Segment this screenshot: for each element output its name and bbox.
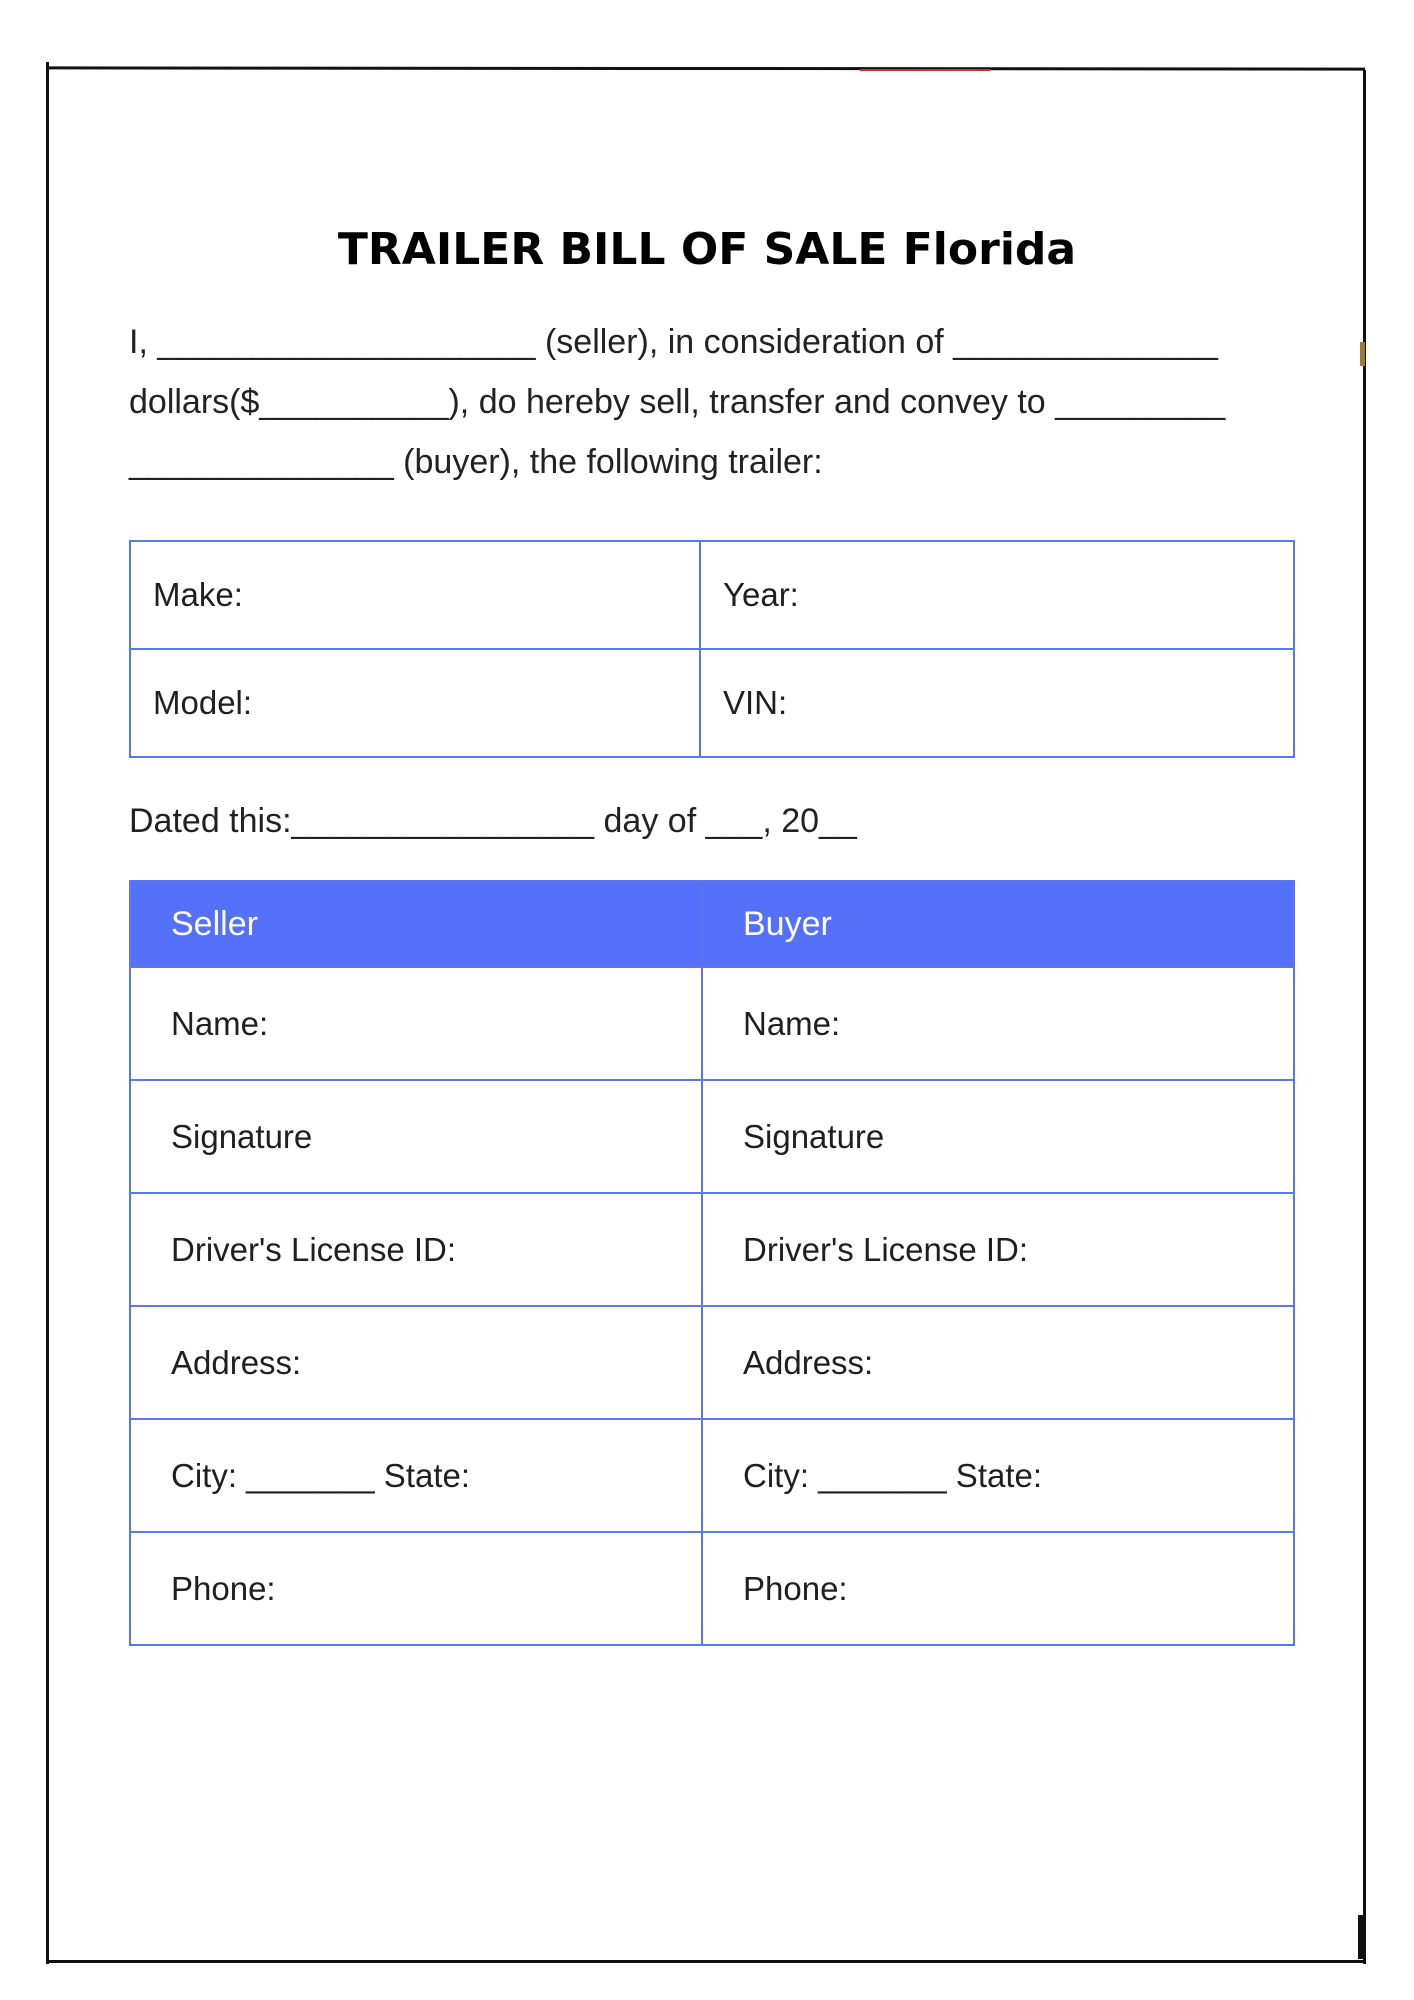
buyer-city-state-field[interactable]: City: _______ State:	[702, 1419, 1294, 1532]
page-border-bottom	[47, 1960, 1365, 1963]
seller-phone-field[interactable]: Phone:	[130, 1532, 702, 1645]
make-field[interactable]: Make:	[130, 541, 700, 649]
table-row	[130, 967, 1294, 1080]
table-row	[130, 649, 1294, 757]
buyer-license-field[interactable]: Driver's License ID:	[702, 1193, 1294, 1306]
year-field[interactable]: Year:	[700, 541, 1294, 649]
table-row	[130, 1193, 1294, 1306]
buyer-signature-field[interactable]: Signature	[702, 1080, 1294, 1193]
intro-line-2: dollars($__________), do hereby sell, transfer and convey to _________	[129, 383, 1226, 421]
table-row	[130, 541, 1294, 649]
intro-line-1: I, ____________________ (seller), in consideration of ______________	[129, 323, 1218, 361]
header-row	[130, 881, 1294, 967]
seller-header: Seller	[130, 881, 702, 967]
vehicle-details-table	[129, 540, 1295, 758]
border-mark-red	[860, 69, 990, 71]
table-row	[130, 1306, 1294, 1419]
buyer-name-field[interactable]: Name:	[702, 967, 1294, 1080]
seller-name-field[interactable]: Name:	[130, 967, 702, 1080]
buyer-address-field[interactable]: Address:	[702, 1306, 1294, 1419]
border-mark-brown	[1360, 342, 1365, 366]
page-border-top	[47, 66, 1365, 70]
seller-license-field[interactable]: Driver's License ID:	[130, 1193, 702, 1306]
table-row	[130, 1419, 1294, 1532]
dated-line: Dated this:________________ day of ___, 20__	[129, 802, 857, 840]
intro-line-3: ______________ (buyer), the following trailer:	[129, 443, 823, 481]
seller-signature-field[interactable]: Signature	[130, 1080, 702, 1193]
vin-field[interactable]: VIN:	[700, 649, 1294, 757]
seller-city-state-field[interactable]: City: _______ State:	[130, 1419, 702, 1532]
buyer-phone-field[interactable]: Phone:	[702, 1532, 1294, 1645]
model-field[interactable]: Model:	[130, 649, 700, 757]
page-border-left	[46, 62, 49, 1964]
table-row	[130, 1532, 1294, 1645]
buyer-header: Buyer	[702, 881, 1294, 967]
parties-table	[129, 880, 1295, 1646]
seller-address-field[interactable]: Address:	[130, 1306, 702, 1419]
intro-paragraph	[129, 312, 1299, 492]
border-mark-dark	[1358, 1915, 1364, 1959]
document-title: TRAILER BILL OF SALE Florida	[337, 224, 1077, 275]
table-row	[130, 1080, 1294, 1193]
